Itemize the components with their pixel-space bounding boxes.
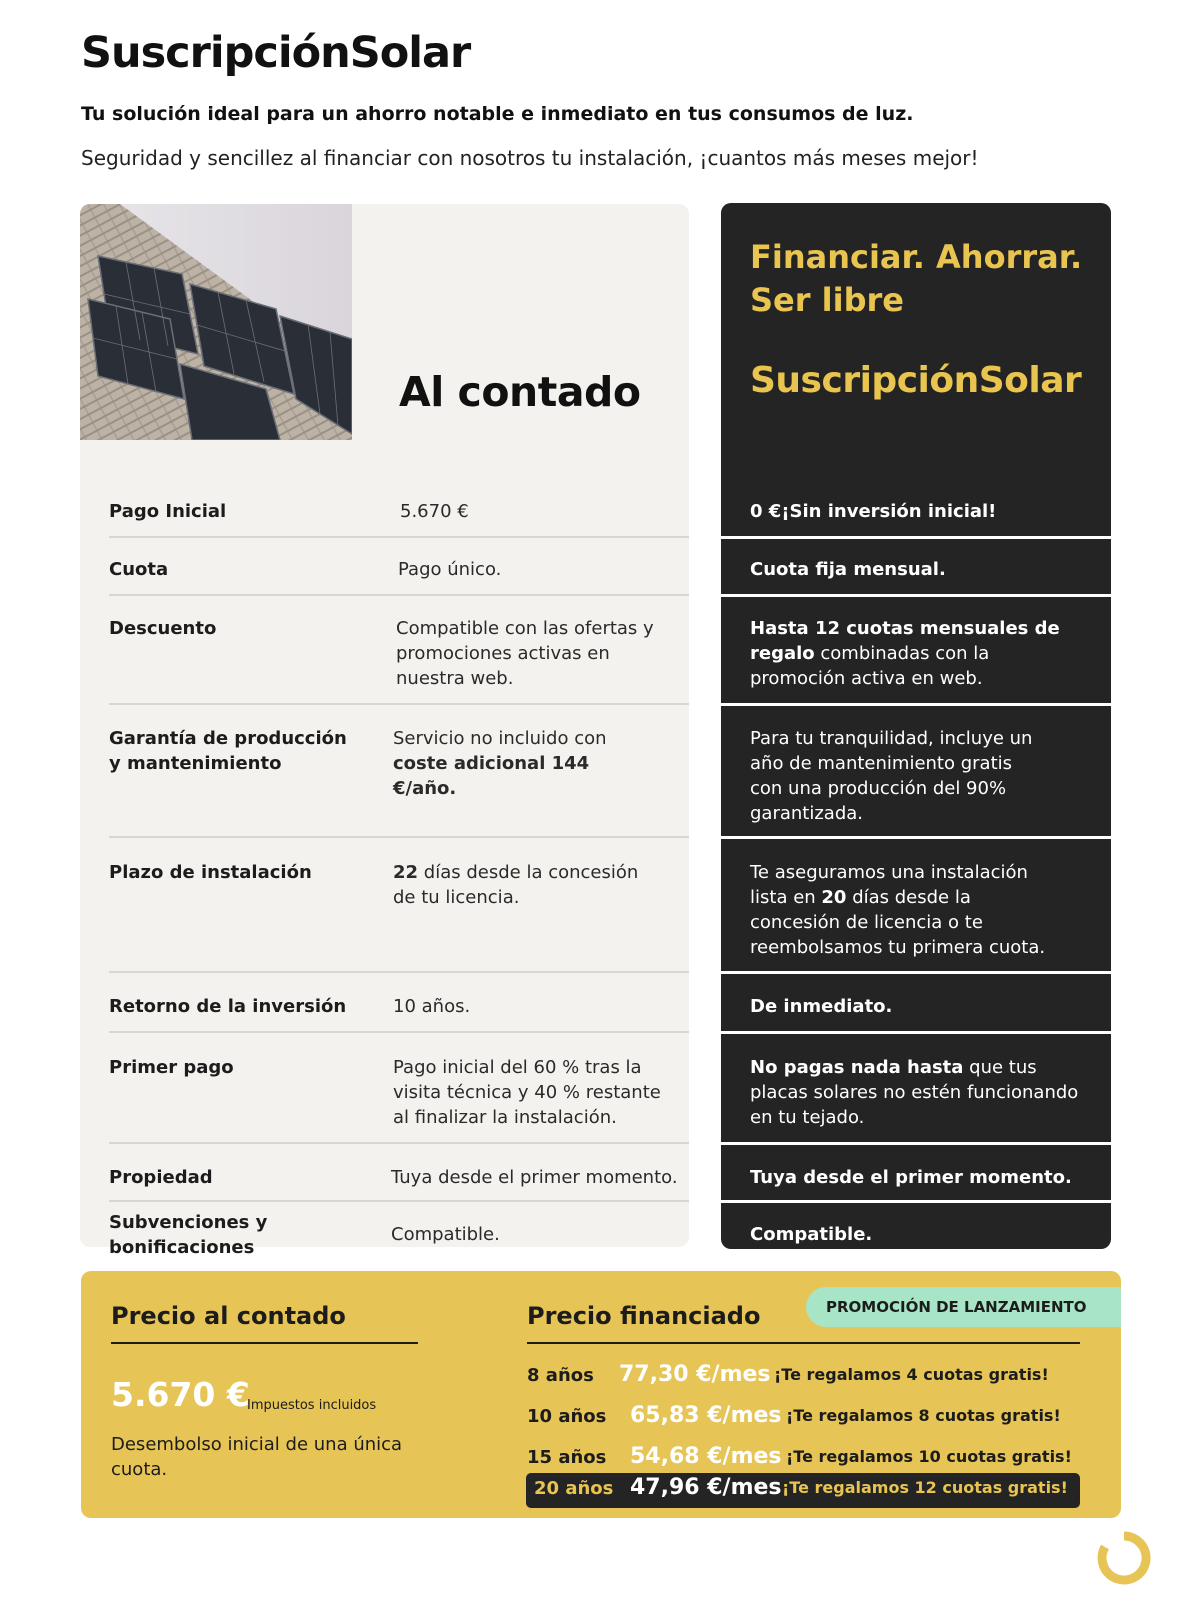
row-divider <box>109 836 689 838</box>
plan-row-highlighted <box>526 1473 1080 1508</box>
financed-value: De inmediato. <box>750 996 893 1017</box>
cash-value: 22 días desde la concesión de tu licencia. <box>393 862 639 908</box>
row-label: Retorno de la inversión <box>109 996 347 1017</box>
plan-years: 8 años <box>527 1365 594 1386</box>
row-label: Primer pago <box>109 1057 234 1078</box>
row-divider <box>721 1200 1111 1203</box>
cash-price-description: Desembolso inicial de una única cuota. <box>111 1434 403 1480</box>
plan-gift: ¡Te regalamos 4 cuotas gratis! <box>774 1365 1049 1384</box>
row-divider <box>721 971 1111 974</box>
plan-years: 20 años <box>534 1478 614 1499</box>
row-divider <box>109 1200 689 1202</box>
plan-gift: ¡Te regalamos 10 cuotas gratis! <box>786 1447 1072 1466</box>
financed-headline: Financiar. Ahorrar. Ser libre <box>750 238 1083 320</box>
plan-years: 15 años <box>527 1447 607 1468</box>
plan-years: 10 años <box>527 1406 607 1427</box>
cash-value: 5.670 € <box>400 501 469 522</box>
cash-value: Servicio no incluido con coste adicional 144 €/año. <box>393 728 607 799</box>
row-divider <box>721 1031 1111 1034</box>
row-label: Subvenciones y bonificaciones <box>109 1212 268 1258</box>
financed-price-title: Precio financiado <box>527 1302 761 1330</box>
financed-value: Cuota fija mensual. <box>750 559 946 580</box>
financed-value: Compatible. <box>750 1224 873 1245</box>
financed-value: Te aseguramos una instalación lista en 20 días desde la concesión de licencia o te reembolsamos tu primera cuota. <box>750 862 1046 958</box>
financed-value: Para tu tranquilidad, incluye un año de mantenimiento gratis con una producción del 90% garantizada. <box>750 728 1033 824</box>
financed-price-underline <box>527 1342 1080 1344</box>
row-label: Pago Inicial <box>109 501 227 522</box>
plan-gift: ¡Te regalamos 12 cuotas gratis! <box>782 1478 1068 1497</box>
plan-amount: 47,96 €/mes <box>630 1475 782 1500</box>
row-divider <box>721 536 1111 539</box>
solar-panels-roof-image <box>80 204 352 440</box>
subtitle: Seguridad y sencillez al financiar con nosotros tu instalación, ¡cuantos más meses mejor! <box>81 146 979 170</box>
tax-note: Impuestos incluidos <box>247 1398 377 1413</box>
cash-value: Pago inicial del 60 % tras la visita técnica y 40 % restante al finalizar la instalación. <box>393 1057 661 1128</box>
plan-row <box>527 1360 1080 1394</box>
financed-value: Tuya desde el primer momento. <box>750 1167 1072 1188</box>
row-label: Plazo de instalación <box>109 862 312 883</box>
plan-amount: 77,30 €/mes <box>619 1362 771 1387</box>
row-divider <box>721 836 1111 839</box>
plan-row <box>527 1442 1080 1476</box>
row-divider <box>109 971 689 973</box>
cash-price-title: Precio al contado <box>111 1302 346 1330</box>
financed-brand: SuscripciónSolar <box>750 360 1082 401</box>
plan-amount: 65,83 €/mes <box>630 1403 782 1428</box>
plan-amount: 54,68 €/mes <box>630 1444 782 1469</box>
plan-row <box>527 1401 1080 1435</box>
cash-price: 5.670 € <box>111 1375 250 1414</box>
tagline: Tu solución ideal para un ahorro notable e inmediato en tus consumos de luz. <box>81 103 914 125</box>
cash-value: Compatible. <box>391 1224 500 1245</box>
financed-value: 0 €¡Sin inversión inicial! <box>750 501 997 522</box>
plan-gift: ¡Te regalamos 8 cuotas gratis! <box>786 1406 1061 1425</box>
row-divider <box>721 1142 1111 1145</box>
cash-value: Pago único. <box>398 559 502 580</box>
row-divider <box>109 703 689 705</box>
cash-value: Tuya desde el primer momento. <box>391 1167 678 1188</box>
row-divider <box>721 594 1111 597</box>
row-divider <box>109 1142 689 1144</box>
cash-value: 10 años. <box>393 996 471 1017</box>
row-label: Descuento <box>109 618 217 639</box>
ring-logo-icon <box>1096 1530 1152 1586</box>
cash-title: Al contado <box>399 368 641 416</box>
row-label: Cuota <box>109 559 169 580</box>
financed-value: No pagas nada hasta que tus placas solares no estén funcionando en tu tejado. <box>750 1057 1079 1128</box>
row-divider <box>109 594 689 596</box>
row-label: Propiedad <box>109 1167 213 1188</box>
cash-price-underline <box>111 1342 418 1344</box>
cash-value: Compatible con las ofertas y promociones activas en nuestra web. <box>396 618 654 689</box>
row-divider <box>721 703 1111 706</box>
row-divider <box>109 536 689 538</box>
promo-badge: PROMOCIÓN DE LANZAMIENTO <box>806 1287 1121 1327</box>
row-divider <box>109 1031 689 1033</box>
cash-title-tab <box>352 292 689 442</box>
row-label: Garantía de producción y mantenimiento <box>109 728 347 774</box>
financed-value: Hasta 12 cuotas mensuales de regalo combinadas con la promoción activa en web. <box>750 618 1060 689</box>
brand-title: SuscripciónSolar <box>81 28 471 78</box>
